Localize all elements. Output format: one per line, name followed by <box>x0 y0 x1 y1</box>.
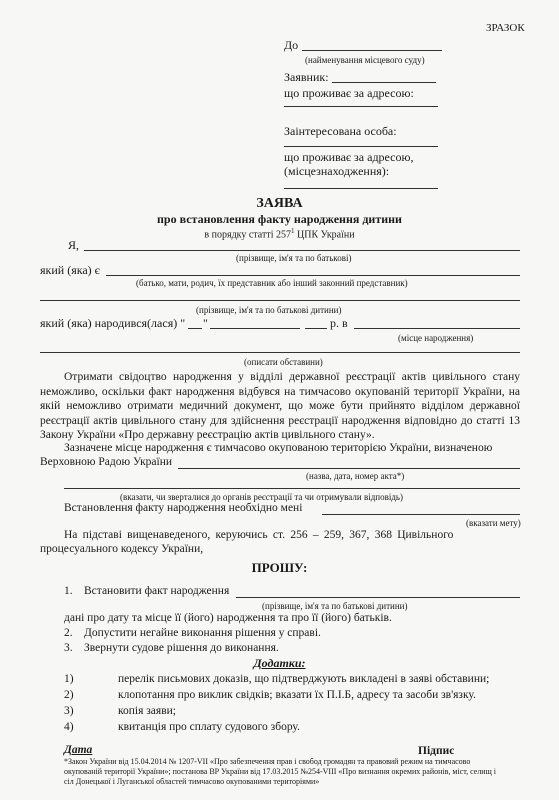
birthplace-caption: (місце народження) <box>398 333 474 343</box>
purpose-line[interactable] <box>322 514 520 515</box>
relation-line[interactable] <box>106 275 520 276</box>
paragraph-occupied-line2: Верховною Радою України <box>40 456 173 468</box>
attachment-1-num: 1) <box>64 673 74 685</box>
document-subtitle: про встановлення факту народження дитини <box>157 212 402 226</box>
court-name-line[interactable] <box>302 50 442 51</box>
circumstances-line[interactable] <box>40 352 520 353</box>
child-pib-caption: (прізвище, ім'я та по батькові дитини) <box>196 305 342 315</box>
who-is-label: який (яка) є <box>40 263 100 277</box>
child-pib-line[interactable] <box>40 300 520 301</box>
basis-line1: На підставі вищенаведеного, керуючись ст. 256 – 259, 367, 368 Цивільного <box>64 529 454 541</box>
request-item1-caption: (прізвище, ім'я та по батькові дитини) <box>262 601 408 611</box>
birthplace-line[interactable] <box>354 328 520 329</box>
i-label: Я, <box>68 238 80 252</box>
request-heading: ПРОШУ: <box>251 560 308 575</box>
birth-day-line[interactable] <box>188 328 202 329</box>
court-caption: (найменування місцевого суду) <box>305 55 425 65</box>
act-line[interactable] <box>178 468 520 469</box>
document-article-note: в порядку статті $257^1$ ЦПК України <box>204 227 355 241</box>
applicant-address-label: що проживає за адресою: <box>284 86 414 100</box>
birth-month-line[interactable] <box>210 328 300 329</box>
birth-year-line[interactable] <box>305 328 327 329</box>
footnote-line1: *Закон України від 15.04.2014 № 1207-VII «Про забезпечення прав і свобод громадян та правовий режим на тимчасово <box>64 757 471 766</box>
attachment-2-num: 2) <box>64 689 74 701</box>
request-item3-text: Звернути судове рішення до виконання. <box>84 642 279 654</box>
act-caption: (назва, дата, номер акта*) <box>306 471 405 481</box>
born-quote: " <box>203 316 208 330</box>
interested-label: Заінтересована особа: <box>284 124 397 138</box>
pib-caption: (прізвище, ім'я та по батькові) <box>236 253 352 263</box>
interested-line[interactable] <box>284 146 438 147</box>
request-item1-text: Встановити факт народження <box>84 585 230 597</box>
registry-line[interactable] <box>64 488 520 489</box>
request-item2-num: 2. <box>64 627 73 639</box>
request-item2-text: Допустити негайне виконання рішення у справі. <box>84 627 321 639</box>
attachment-4-num: 4) <box>64 721 74 733</box>
relation-caption: (батько, мати, родич, їх представник або інший законний представник) <box>136 278 408 288</box>
sample-label: ЗРАЗОК <box>486 22 525 34</box>
applicant-pib-line[interactable] <box>84 250 520 251</box>
attachment-2-text: клопотання про виклик свідків; вказати їх П.І.Б, адресу та засоби зв'язку. <box>118 689 476 701</box>
date-label: Дата <box>64 744 93 756</box>
attachment-3-num: 3) <box>64 705 74 717</box>
attachments-heading: Додатки: <box>253 656 306 670</box>
request-item1-cont: дані про дату та місце її (його) народження та про її (його) батьків. <box>64 612 392 624</box>
interested-address-label: що проживає за адресою, <box>284 150 414 164</box>
attachment-1-text: перелік письмових доказів, що підтверджують викладені в заяві обставини; <box>118 673 490 685</box>
applicant-line[interactable] <box>332 82 436 83</box>
document-title: ЗАЯВА <box>256 196 303 211</box>
basis-line2: процесуального кодексу України, <box>40 543 204 555</box>
paragraph-occupied-line1: Зазначене місце народження є тимчасово окупованою територією України, визначеною <box>64 442 493 454</box>
born-label: який (яка) народився(лася) " <box>40 316 186 330</box>
purpose-caption: (вказати мету) <box>466 518 521 528</box>
registry-caption: (вказати, чи зверталися до органів реєстрації та чи отримували відповідь) <box>120 492 404 502</box>
interested-address-line[interactable] <box>284 188 438 189</box>
request-child-pib-line[interactable] <box>236 597 520 598</box>
interested-location-label: (місцезнаходження): <box>284 164 390 178</box>
paragraph-impossibility: Отримати свідоцтво народження у відділі державної реєстрації актів цивільного стану неможливо, оскільки факт народження відбувся на тимчасово окупованій території України, на якій неможливо отримати медичний документ, що може бути прийнято відділом державної реєстрації актів цивільного стану для здійснення реєстрації народження відповідно до статті 13 Закону України «Про державну реєстрацію актів цивільного стану». <box>40 371 520 441</box>
circumstances-caption: (описати обставини) <box>244 357 323 367</box>
born-year-label: р. в <box>330 316 348 330</box>
applicant-label: Заявник: <box>284 70 329 84</box>
footnote-line3: сіл Донецької і Луганської областей тимчасово окупованими територіями» <box>64 777 320 786</box>
request-item1-num: 1. <box>64 585 73 597</box>
need-text: Встановлення факту народження необхідно мені <box>64 502 303 514</box>
attachment-3-text: копія заяви; <box>118 705 176 717</box>
attachment-4-text: квитанція про сплату судового збору. <box>118 721 300 733</box>
to-label: До <box>284 38 299 52</box>
signature-label: Підпис <box>418 745 455 757</box>
applicant-address-line[interactable] <box>284 106 438 107</box>
request-item3-num: 3. <box>64 642 73 654</box>
footnote-line2: окупованій території України»; постанова ВР України від 17.03.2015 №254-VIII «Про визнання окремих районів, міст, селищ і <box>64 767 496 776</box>
